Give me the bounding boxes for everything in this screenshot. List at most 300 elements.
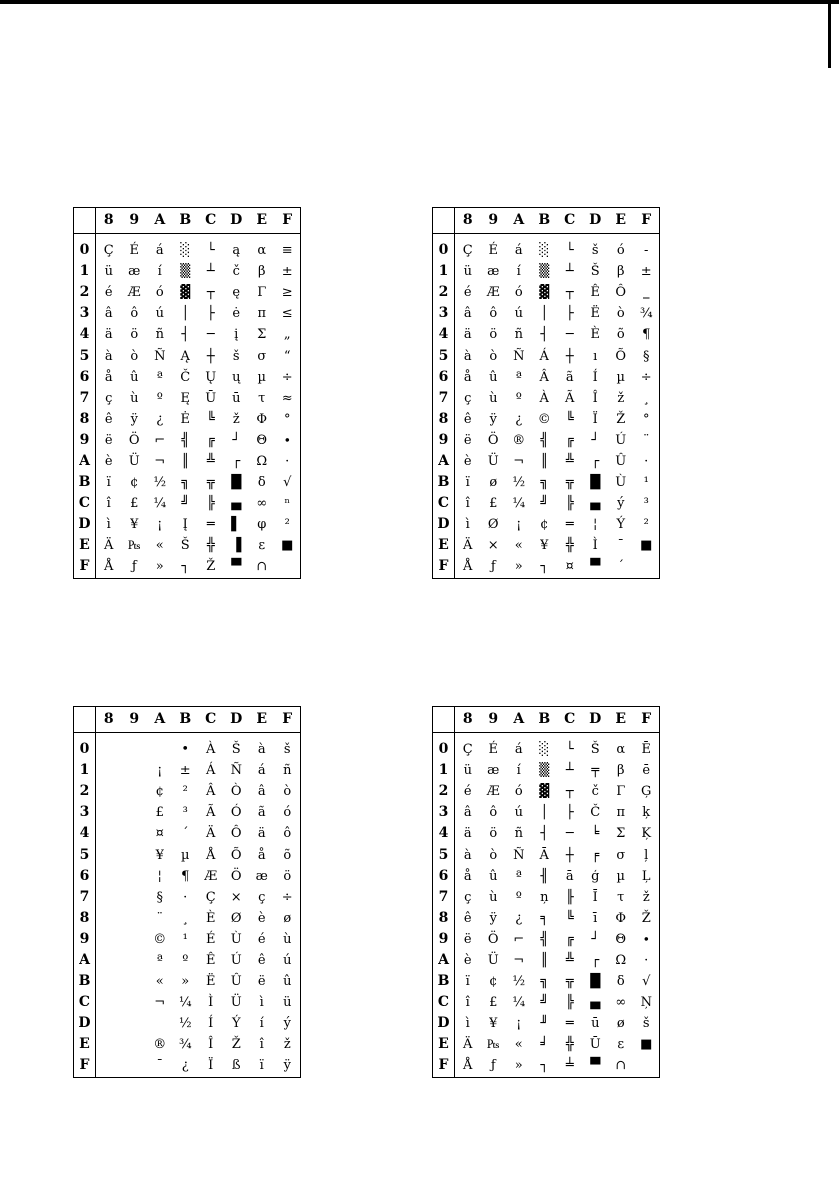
glyph-cell: · xyxy=(183,889,188,905)
table-row xyxy=(74,451,301,472)
right-margin-rule xyxy=(828,0,831,68)
glyph-cell xyxy=(96,929,122,950)
glyph-cell: é xyxy=(257,931,266,947)
glyph-cell: ü xyxy=(104,264,113,280)
glyph-cell: Č xyxy=(180,369,191,385)
glyph-cell: ┌ xyxy=(232,453,241,469)
glyph-cell: ║ xyxy=(540,952,549,968)
row-header: 2 xyxy=(74,282,96,303)
glyph-cell: ¡ xyxy=(516,1016,522,1032)
table-row xyxy=(74,760,301,781)
table-row xyxy=(433,409,660,430)
table-row xyxy=(74,908,301,929)
glyph-cell: Ü xyxy=(487,453,499,469)
glyph-cell: Ā xyxy=(539,847,549,863)
glyph-cell: ┤ xyxy=(181,327,190,343)
glyph-cell: « xyxy=(514,538,523,554)
glyph-cell: ╔ xyxy=(565,432,574,448)
glyph-cell: ╩ xyxy=(565,952,574,968)
glyph-cell: µ xyxy=(616,369,625,385)
glyph-cell: ´ xyxy=(182,826,189,842)
table-row xyxy=(74,345,301,366)
glyph-cell: ¿ xyxy=(156,411,164,427)
glyph-cell: ╔ xyxy=(565,931,574,947)
glyph-cell: ▄ xyxy=(231,496,242,512)
row-header: B xyxy=(433,472,455,493)
glyph-cell: Š xyxy=(590,742,600,758)
table-row xyxy=(74,1034,301,1055)
glyph-cell: « xyxy=(514,1037,523,1053)
row-header: F xyxy=(433,556,455,578)
glyph-cell: ą xyxy=(232,243,241,259)
glyph-cell xyxy=(96,733,122,761)
row-header: 3 xyxy=(433,802,455,823)
glyph-cell: ô xyxy=(283,826,292,842)
glyph-cell xyxy=(122,866,148,887)
glyph-cell: ï xyxy=(259,1058,264,1074)
glyph-cell: × xyxy=(487,538,499,554)
glyph-cell: ï xyxy=(465,974,470,990)
glyph-cell: Ņ xyxy=(640,995,652,1011)
table-header-row xyxy=(74,208,301,234)
glyph-cell: æ xyxy=(487,264,500,280)
column-header: D xyxy=(224,208,250,234)
row-header: 9 xyxy=(433,929,455,950)
glyph-cell: Ã xyxy=(206,805,216,821)
row-header: 1 xyxy=(433,261,455,282)
glyph-cell: Ã xyxy=(565,390,575,406)
glyph-cell: Θ xyxy=(256,432,268,448)
glyph-cell: ù xyxy=(489,889,498,905)
glyph-cell: └ xyxy=(206,243,215,259)
glyph-cell: © xyxy=(153,931,167,947)
glyph-cell: β xyxy=(616,264,625,280)
glyph-cell: Ü xyxy=(487,952,499,968)
glyph-cell: ¬ xyxy=(154,453,166,469)
glyph-cell xyxy=(275,556,301,578)
glyph-cell: ½ xyxy=(153,475,167,491)
glyph-cell: ± xyxy=(179,763,191,779)
glyph-cell xyxy=(122,781,148,802)
glyph-cell: ¸ xyxy=(182,910,189,926)
glyph-cell: ± xyxy=(281,264,293,280)
glyph-cell: ¹ xyxy=(643,475,649,491)
glyph-cell: õ xyxy=(616,327,625,343)
glyph-cell: è xyxy=(463,952,472,968)
glyph-cell: Ì xyxy=(208,995,214,1011)
glyph-cell: ę xyxy=(232,285,241,301)
glyph-cell: â xyxy=(257,784,266,800)
glyph-cell: ì xyxy=(259,995,264,1011)
glyph-cell: ö xyxy=(130,327,139,343)
row-header: 2 xyxy=(433,781,455,802)
glyph-cell: ┬ xyxy=(565,285,574,301)
row-header: 0 xyxy=(433,234,455,262)
table-row xyxy=(433,733,660,761)
glyph-cell: © xyxy=(537,411,551,427)
row-header: B xyxy=(74,472,96,493)
glyph-cell: Å xyxy=(463,1058,473,1074)
glyph-cell: δ xyxy=(616,974,625,990)
glyph-cell xyxy=(96,992,122,1013)
glyph-cell: Æ xyxy=(204,868,218,884)
glyph-cell: è xyxy=(257,910,266,926)
code-page-table-3 xyxy=(73,706,301,1078)
glyph-cell: ▄ xyxy=(590,496,601,512)
glyph-cell: ú xyxy=(155,306,164,322)
column-header: C xyxy=(198,208,224,234)
table-row xyxy=(433,345,660,366)
glyph-cell: ├ xyxy=(206,306,215,322)
glyph-cell: ò xyxy=(616,306,625,322)
glyph-cell: í xyxy=(516,763,521,779)
glyph-cell: Ï xyxy=(592,411,598,427)
row-header: C xyxy=(74,493,96,514)
glyph-cell: ķ xyxy=(642,805,651,821)
glyph-cell: “ xyxy=(283,348,291,364)
glyph-cell: ü xyxy=(463,763,472,779)
glyph-cell: Θ xyxy=(615,931,627,947)
glyph-cell: Ü xyxy=(230,995,242,1011)
glyph-cell: Ñ xyxy=(513,348,525,364)
table-row xyxy=(74,950,301,971)
glyph-cell: ░ xyxy=(539,243,550,259)
row-header: 5 xyxy=(74,345,96,366)
code-page-table-1 xyxy=(73,207,301,579)
glyph-cell: Σ xyxy=(257,327,267,343)
row-header: D xyxy=(74,514,96,535)
glyph-cell: ì xyxy=(465,517,470,533)
glyph-cell xyxy=(122,760,148,781)
table-row xyxy=(74,556,301,578)
row-header: 6 xyxy=(74,866,96,887)
glyph-cell: ╦ xyxy=(565,475,574,491)
glyph-cell: Ù xyxy=(230,931,242,947)
table-row xyxy=(74,261,301,282)
glyph-cell: Ē xyxy=(641,742,651,758)
glyph-cell: ╣ xyxy=(540,432,549,448)
table-row xyxy=(433,844,660,865)
glyph-cell: ─ xyxy=(565,826,574,842)
row-header: 8 xyxy=(74,409,96,430)
glyph-cell: ü xyxy=(463,264,472,280)
glyph-cell: ç xyxy=(464,390,472,406)
glyph-cell xyxy=(96,844,122,865)
row-header: 0 xyxy=(74,234,96,262)
code-page-table-2 xyxy=(432,207,660,579)
glyph-cell: À xyxy=(206,742,216,758)
glyph-cell: ╗ xyxy=(181,475,190,491)
glyph-cell: ╠ xyxy=(565,496,574,512)
glyph-cell: α xyxy=(616,742,626,758)
glyph-cell: ■ xyxy=(281,538,294,554)
glyph-cell: ÿ xyxy=(283,1058,291,1074)
glyph-cell: û xyxy=(130,369,139,385)
glyph-cell: ▒ xyxy=(180,264,191,280)
row-header: 7 xyxy=(74,887,96,908)
column-header: E xyxy=(249,707,275,733)
glyph-cell: ─ xyxy=(565,327,574,343)
row-header: 1 xyxy=(74,261,96,282)
row-header: 1 xyxy=(433,760,455,781)
glyph-cell: ┼ xyxy=(565,348,574,364)
glyph-cell: Ž xyxy=(231,1037,241,1053)
glyph-cell xyxy=(634,1055,660,1077)
glyph-cell: § xyxy=(643,348,650,364)
column-header: 9 xyxy=(481,208,507,234)
table-row xyxy=(74,535,301,556)
glyph-cell: í xyxy=(516,264,521,280)
glyph-cell: ó xyxy=(616,243,625,259)
glyph-cell: ¿ xyxy=(515,411,523,427)
glyph-cell: ì xyxy=(106,517,111,533)
glyph-cell: ▀ xyxy=(590,1058,601,1074)
glyph-cell: Ø xyxy=(487,517,499,533)
glyph-cell: ë xyxy=(463,931,472,947)
table-row xyxy=(433,992,660,1013)
glyph-cell: ░ xyxy=(539,742,550,758)
glyph-cell: É xyxy=(206,931,216,947)
glyph-cell: Ý xyxy=(231,1016,241,1032)
glyph-cell: ═ xyxy=(206,517,215,533)
row-header: A xyxy=(74,950,96,971)
glyph-cell: ├ xyxy=(565,306,574,322)
glyph-cell: ù xyxy=(283,931,292,947)
glyph-cell: Ω xyxy=(256,453,268,469)
glyph-cell: ∙ xyxy=(643,931,650,947)
glyph-cell: ╬ xyxy=(206,538,215,554)
glyph-cell: Ö xyxy=(128,432,140,448)
glyph-cell: ┐ xyxy=(540,1058,549,1074)
row-header: 8 xyxy=(433,908,455,929)
glyph-cell: ∞ xyxy=(256,496,268,512)
glyph-cell: å xyxy=(463,868,472,884)
glyph-cell: Ū xyxy=(589,1037,601,1053)
column-header: 9 xyxy=(122,208,148,234)
table-row xyxy=(74,324,301,345)
glyph-cell: £ xyxy=(130,496,139,512)
table-header-row xyxy=(74,707,301,733)
column-header: 9 xyxy=(122,707,148,733)
glyph-cell: ª xyxy=(156,952,163,968)
glyph-cell: ñ xyxy=(514,327,523,343)
glyph-cell: ¥ xyxy=(540,538,549,554)
glyph-cell: ¤ xyxy=(565,559,574,575)
row-header: 4 xyxy=(433,823,455,844)
glyph-cell: ņ xyxy=(540,889,549,905)
glyph-cell: π xyxy=(616,805,626,821)
glyph-cell: Ü xyxy=(128,453,140,469)
glyph-cell: Ä xyxy=(206,826,216,842)
table-row xyxy=(74,1055,301,1077)
glyph-cell: š xyxy=(232,348,240,364)
glyph-cell: × xyxy=(230,889,242,905)
glyph-cell: Ä xyxy=(104,538,114,554)
glyph-cell: č xyxy=(232,264,240,280)
glyph-cell: ┴ xyxy=(565,763,574,779)
glyph-cell: ® xyxy=(153,1037,167,1053)
glyph-cell: ⁿ xyxy=(284,496,291,512)
glyph-cell: Æ xyxy=(127,285,141,301)
column-header: C xyxy=(557,208,583,234)
glyph-cell: Ø xyxy=(230,910,242,926)
glyph-cell: į xyxy=(234,327,239,343)
column-header: A xyxy=(147,208,173,234)
glyph-cell: ╚ xyxy=(565,910,574,926)
glyph-cell: Ę xyxy=(180,390,190,406)
corner-cell xyxy=(74,707,96,733)
glyph-cell: ┤ xyxy=(540,826,549,842)
glyph-cell: ╝ xyxy=(540,995,549,1011)
glyph-cell: é xyxy=(463,285,472,301)
column-header: F xyxy=(634,208,660,234)
glyph-cell: ═ xyxy=(565,517,574,533)
glyph-cell: · xyxy=(644,952,649,968)
glyph-cell: ū xyxy=(232,390,241,406)
glyph-cell: ¦ xyxy=(593,517,598,533)
row-header: 7 xyxy=(74,388,96,409)
table-row xyxy=(74,514,301,535)
glyph-cell: ž xyxy=(283,1037,291,1053)
glyph-cell: ± xyxy=(640,264,652,280)
table-row xyxy=(433,303,660,324)
glyph-cell: à xyxy=(257,742,266,758)
column-header: A xyxy=(147,707,173,733)
glyph-cell: ¯ xyxy=(156,1058,163,1074)
table-row xyxy=(433,234,660,262)
glyph-cell: â xyxy=(104,306,113,322)
glyph-cell: Ž xyxy=(206,559,216,575)
glyph-cell: Φ xyxy=(615,910,627,926)
glyph-cell: ï xyxy=(465,475,470,491)
glyph-cell: ─ xyxy=(206,327,215,343)
glyph-cell: Ú xyxy=(615,432,627,448)
glyph-cell: ░ xyxy=(180,243,191,259)
glyph-cell: ₧ xyxy=(127,538,141,554)
table-row xyxy=(74,844,301,865)
glyph-cell: ≥ xyxy=(281,285,293,301)
glyph-cell: ¾ xyxy=(178,1037,192,1053)
glyph-cell: ‑ xyxy=(644,243,649,259)
glyph-cell: · xyxy=(285,453,290,469)
glyph-cell: ô xyxy=(489,306,498,322)
glyph-cell: Ģ xyxy=(641,784,652,800)
glyph-cell xyxy=(122,802,148,823)
glyph-cell: ā xyxy=(565,868,574,884)
glyph-cell: Ą xyxy=(180,348,190,364)
glyph-cell: Ė xyxy=(180,411,190,427)
glyph-cell: Õ xyxy=(230,847,242,863)
glyph-cell: ² xyxy=(643,517,649,533)
glyph-cell: Å xyxy=(463,559,473,575)
glyph-cell: æ xyxy=(487,763,500,779)
glyph-cell: ┐ xyxy=(540,559,549,575)
glyph-cell: ä xyxy=(257,826,266,842)
glyph-cell: ¨ xyxy=(643,432,650,448)
glyph-cell: ö xyxy=(489,327,498,343)
glyph-cell: ê xyxy=(104,411,113,427)
glyph-cell xyxy=(122,844,148,865)
glyph-cell: ┘ xyxy=(591,432,600,448)
row-header: F xyxy=(433,1055,455,1077)
glyph-cell: ý xyxy=(283,1016,291,1032)
row-header: 5 xyxy=(433,844,455,865)
glyph-cell: â xyxy=(463,306,472,322)
row-header: A xyxy=(74,451,96,472)
glyph-cell: ÿ xyxy=(489,411,497,427)
glyph-cell: Û xyxy=(230,974,242,990)
glyph-cell: ē xyxy=(642,763,651,779)
glyph-cell: ¿ xyxy=(515,910,523,926)
glyph-cell: º xyxy=(515,390,522,406)
row-header: 2 xyxy=(74,781,96,802)
column-header: D xyxy=(583,707,609,733)
glyph-cell: π xyxy=(257,306,267,322)
glyph-cell: û xyxy=(489,868,498,884)
column-header: 9 xyxy=(481,707,507,733)
glyph-cell: ╩ xyxy=(565,453,574,469)
glyph-cell: Á xyxy=(539,348,549,364)
glyph-cell: ¢ xyxy=(540,517,549,533)
glyph-cell: Ê xyxy=(590,285,600,301)
glyph-cell: ¡ xyxy=(157,517,163,533)
column-header: C xyxy=(198,707,224,733)
glyph-cell: î xyxy=(259,1037,264,1053)
table-row xyxy=(74,887,301,908)
glyph-cell: ▓ xyxy=(539,285,550,301)
table-row xyxy=(433,451,660,472)
glyph-cell: š xyxy=(283,742,291,758)
code-page-table-4 xyxy=(432,706,660,1078)
glyph-cell: ä xyxy=(463,826,472,842)
row-header: 3 xyxy=(74,802,96,823)
glyph-cell: Φ xyxy=(256,411,268,427)
glyph-cell: Ç xyxy=(205,889,216,905)
glyph-cell: ╝ xyxy=(181,496,190,512)
row-header: 0 xyxy=(433,733,455,761)
table-row xyxy=(74,493,301,514)
glyph-cell: È xyxy=(206,910,216,926)
glyph-cell: ╔ xyxy=(206,432,215,448)
row-header: 7 xyxy=(433,388,455,409)
glyph-cell: è xyxy=(104,453,113,469)
glyph-cell: î xyxy=(465,496,470,512)
row-header: E xyxy=(74,1034,96,1055)
glyph-cell: ó xyxy=(283,805,292,821)
glyph-cell: ┴ xyxy=(565,264,574,280)
glyph-cell: ª xyxy=(515,868,522,884)
glyph-cell xyxy=(122,887,148,908)
glyph-cell: ¤ xyxy=(155,826,164,842)
glyph-cell: î xyxy=(465,995,470,1011)
glyph-cell: ▓ xyxy=(180,285,191,301)
glyph-cell: ë xyxy=(257,974,266,990)
glyph-cell: ╬ xyxy=(565,1037,574,1053)
corner-cell xyxy=(433,707,455,733)
glyph-cell: Ý xyxy=(616,517,626,533)
glyph-cell: ç xyxy=(258,889,266,905)
glyph-cell: Ò xyxy=(230,784,242,800)
column-header: F xyxy=(275,707,301,733)
glyph-cell: É xyxy=(488,243,498,259)
glyph-cell: » xyxy=(155,559,164,575)
glyph-cell: · xyxy=(644,453,649,469)
table-row xyxy=(74,303,301,324)
glyph-cell: ï xyxy=(106,475,111,491)
table-row xyxy=(433,866,660,887)
glyph-cell: ≤ xyxy=(281,306,293,322)
glyph-cell: Ö xyxy=(230,868,242,884)
